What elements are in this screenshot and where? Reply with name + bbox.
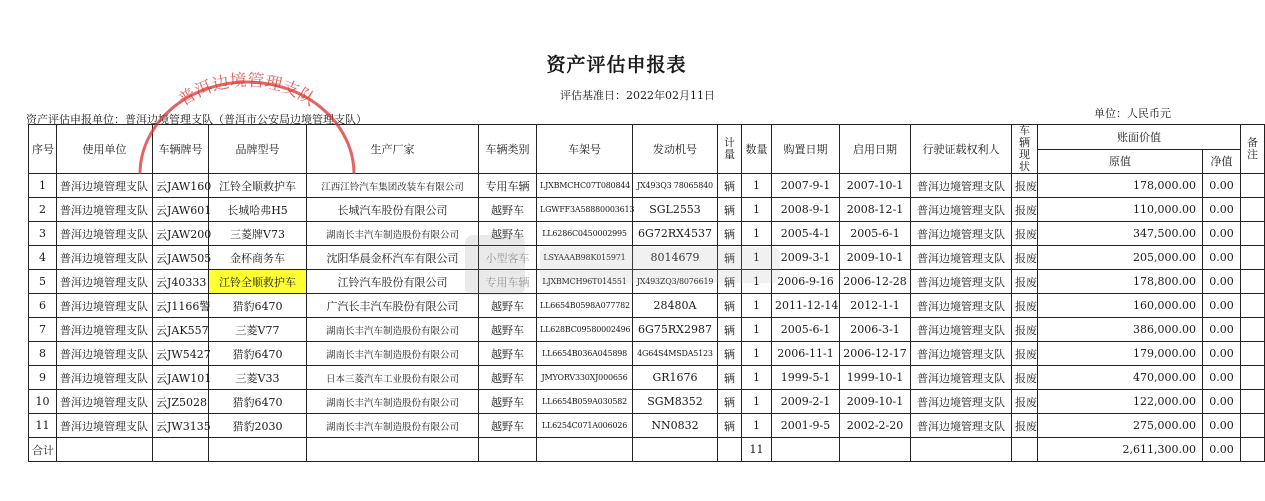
header-model: 品牌型号 bbox=[209, 125, 307, 174]
row-seq: 1 bbox=[29, 174, 57, 198]
row-user: 普洱边境管理支队 bbox=[57, 366, 153, 390]
row-original: 386,000.00 bbox=[1038, 318, 1203, 342]
row-model: 江铃全顺救护车 bbox=[209, 174, 307, 198]
row-owner: 普洱边境管理支队 bbox=[911, 246, 1012, 270]
svg-text:普洱边境管理支队: 普洱边境管理支队 bbox=[175, 70, 319, 111]
row-unit: 辆 bbox=[718, 318, 742, 342]
row-unit: 辆 bbox=[718, 366, 742, 390]
row-qty: 1 bbox=[742, 222, 772, 246]
row-buy-date: 2009-3-1 bbox=[772, 246, 840, 270]
row-original: 122,000.00 bbox=[1038, 390, 1203, 414]
table-row bbox=[29, 222, 1265, 246]
row-status: 报废 bbox=[1012, 198, 1038, 222]
row-status: 报废 bbox=[1012, 390, 1038, 414]
row-buy-date: 2007-9-1 bbox=[772, 174, 840, 198]
row-status: 报废 bbox=[1012, 342, 1038, 366]
reporting-org: 资产评估申报单位：普洱边境管理支队（普洱市公安局边境管理支队） bbox=[26, 113, 367, 126]
row-seq: 9 bbox=[29, 366, 57, 390]
row-user: 普洱边境管理支队 bbox=[57, 246, 153, 270]
row-buy-date: 2005-6-1 bbox=[772, 318, 840, 342]
row-net: 0.00 bbox=[1203, 270, 1241, 294]
row-note bbox=[1241, 342, 1265, 366]
row-type: 越野车 bbox=[479, 390, 537, 414]
row-net: 0.00 bbox=[1203, 246, 1241, 270]
header-seq: 序号 bbox=[29, 125, 57, 174]
row-net: 0.00 bbox=[1203, 294, 1241, 318]
row-engine: 8014679 bbox=[633, 246, 718, 270]
row-owner: 普洱边境管理支队 bbox=[911, 414, 1012, 438]
row-net: 0.00 bbox=[1203, 198, 1241, 222]
row-type: 越野车 bbox=[479, 414, 537, 438]
row-model: 三菱牌V73 bbox=[209, 222, 307, 246]
row-vin: LGWFF3A58880003613 bbox=[537, 198, 633, 222]
row-plate: 云JAW160 bbox=[153, 174, 209, 198]
base-date: 评估基准日：2022年02月11日 bbox=[560, 89, 715, 102]
row-seq: 11 bbox=[29, 414, 57, 438]
header-status: 车辆现状 bbox=[1012, 125, 1038, 174]
row-status: 报废 bbox=[1012, 294, 1038, 318]
row-engine: 4G64S4MSDA5123 bbox=[633, 342, 718, 366]
row-type: 越野车 bbox=[479, 222, 537, 246]
table-row bbox=[29, 414, 1265, 438]
row-start-date: 2005-6-1 bbox=[840, 222, 911, 246]
row-qty: 1 bbox=[742, 318, 772, 342]
row-model: 猎豹6470 bbox=[209, 294, 307, 318]
row-unit: 辆 bbox=[718, 342, 742, 366]
row-status: 报废 bbox=[1012, 318, 1038, 342]
row-plate: 云J1166警 bbox=[153, 294, 209, 318]
row-owner: 普洱边境管理支队 bbox=[911, 174, 1012, 198]
header-user: 使用单位 bbox=[57, 125, 153, 174]
total-original: 2,611,300.00 bbox=[1038, 438, 1203, 462]
table-row bbox=[29, 366, 1265, 390]
row-seq: 10 bbox=[29, 390, 57, 414]
row-qty: 1 bbox=[742, 366, 772, 390]
row-owner: 普洱边境管理支队 bbox=[911, 270, 1012, 294]
row-seq: 8 bbox=[29, 342, 57, 366]
row-original: 178,800.00 bbox=[1038, 270, 1203, 294]
row-engine: JX493ZQ3/8076619 bbox=[633, 270, 718, 294]
total-qty: 11 bbox=[742, 438, 772, 462]
row-buy-date: 2011-12-14 bbox=[772, 294, 840, 318]
row-model: 江铃全顺救护车 bbox=[209, 270, 307, 294]
row-vin: LJXBMCH96T014551 bbox=[537, 270, 633, 294]
row-vin: LL6654B036A045898 bbox=[537, 342, 633, 366]
row-seq: 6 bbox=[29, 294, 57, 318]
row-owner: 普洱边境管理支队 bbox=[911, 366, 1012, 390]
header-net: 净值 bbox=[1203, 149, 1241, 174]
row-user: 普洱边境管理支队 bbox=[57, 222, 153, 246]
row-original: 110,000.00 bbox=[1038, 198, 1203, 222]
row-model: 三菱V33 bbox=[209, 366, 307, 390]
row-qty: 1 bbox=[742, 342, 772, 366]
row-owner: 普洱边境管理支队 bbox=[911, 390, 1012, 414]
row-engine: 6G75RX2987 bbox=[633, 318, 718, 342]
row-net: 0.00 bbox=[1203, 366, 1241, 390]
row-note bbox=[1241, 198, 1265, 222]
row-user: 普洱边境管理支队 bbox=[57, 342, 153, 366]
row-net: 0.00 bbox=[1203, 318, 1241, 342]
row-status: 报废 bbox=[1012, 366, 1038, 390]
row-engine: 28480A bbox=[633, 294, 718, 318]
header-original: 原值 bbox=[1038, 149, 1203, 174]
row-start-date: 1999-10-1 bbox=[840, 366, 911, 390]
row-unit: 辆 bbox=[718, 294, 742, 318]
row-note bbox=[1241, 318, 1265, 342]
row-seq: 2 bbox=[29, 198, 57, 222]
row-seq: 3 bbox=[29, 222, 57, 246]
table-row bbox=[29, 174, 1265, 198]
row-note bbox=[1241, 174, 1265, 198]
row-unit: 辆 bbox=[718, 198, 742, 222]
row-plate: 云JAW601 bbox=[153, 198, 209, 222]
row-maker: 江西江铃汽车集团改装车有限公司 bbox=[307, 174, 479, 198]
row-unit: 辆 bbox=[718, 270, 742, 294]
row-original: 470,000.00 bbox=[1038, 366, 1203, 390]
row-owner: 普洱边境管理支队 bbox=[911, 198, 1012, 222]
row-plate: 云JAW200 bbox=[153, 222, 209, 246]
row-plate: 云JW5427 bbox=[153, 342, 209, 366]
row-net: 0.00 bbox=[1203, 390, 1241, 414]
header-unit: 计量 bbox=[718, 125, 742, 174]
header-owner: 行驶证载权利人 bbox=[911, 125, 1012, 174]
row-plate: 云JAW101 bbox=[153, 366, 209, 390]
row-net: 0.00 bbox=[1203, 174, 1241, 198]
row-start-date: 2009-10-1 bbox=[840, 390, 911, 414]
page-title: 资产评估申报表 bbox=[546, 54, 687, 76]
asset-table bbox=[28, 124, 1265, 462]
row-model: 猎豹6470 bbox=[209, 342, 307, 366]
row-vin: LSYAAAB98K015971 bbox=[537, 246, 633, 270]
table-row bbox=[29, 198, 1265, 222]
table-row bbox=[29, 294, 1265, 318]
row-maker: 湖南长丰汽车制造股份有限公司 bbox=[307, 390, 479, 414]
table-row bbox=[29, 318, 1265, 342]
row-buy-date: 1999-5-1 bbox=[772, 366, 840, 390]
header-qty: 数量 bbox=[742, 125, 772, 174]
row-plate: 云J40333 bbox=[153, 270, 209, 294]
row-vin: JMYORV330XJ000656 bbox=[537, 366, 633, 390]
row-status: 报废 bbox=[1012, 246, 1038, 270]
row-maker: 长城汽车股份有限公司 bbox=[307, 198, 479, 222]
row-plate: 云JZ5028 bbox=[153, 390, 209, 414]
row-plate: 云JAK557 bbox=[153, 318, 209, 342]
row-qty: 1 bbox=[742, 414, 772, 438]
header-buy-date: 购置日期 bbox=[772, 125, 840, 174]
row-user: 普洱边境管理支队 bbox=[57, 414, 153, 438]
row-status: 报废 bbox=[1012, 222, 1038, 246]
row-seq: 4 bbox=[29, 246, 57, 270]
row-original: 347,500.00 bbox=[1038, 222, 1203, 246]
row-start-date: 2006-12-17 bbox=[840, 342, 911, 366]
header-maker: 生产厂家 bbox=[307, 125, 479, 174]
row-maker: 湖南长丰汽车制造股份有限公司 bbox=[307, 414, 479, 438]
header-note: 备注 bbox=[1241, 125, 1265, 174]
row-seq: 5 bbox=[29, 270, 57, 294]
row-qty: 1 bbox=[742, 294, 772, 318]
row-start-date: 2009-10-1 bbox=[840, 246, 911, 270]
total-row bbox=[29, 438, 1265, 462]
row-note bbox=[1241, 222, 1265, 246]
row-original: 205,000.00 bbox=[1038, 246, 1203, 270]
row-engine: JX493Q3 78065840 bbox=[633, 174, 718, 198]
row-start-date: 2012-1-1 bbox=[840, 294, 911, 318]
row-type: 越野车 bbox=[479, 198, 537, 222]
row-type: 越野车 bbox=[479, 366, 537, 390]
row-buy-date: 2006-11-1 bbox=[772, 342, 840, 366]
total-net: 0.00 bbox=[1203, 438, 1241, 462]
row-seq: 7 bbox=[29, 318, 57, 342]
row-unit: 辆 bbox=[718, 222, 742, 246]
row-qty: 1 bbox=[742, 270, 772, 294]
row-user: 普洱边境管理支队 bbox=[57, 294, 153, 318]
row-owner: 普洱边境管理支队 bbox=[911, 222, 1012, 246]
row-type: 专用车辆 bbox=[479, 174, 537, 198]
row-vin: LL6654B0598A077782 bbox=[537, 294, 633, 318]
row-type: 越野车 bbox=[479, 318, 537, 342]
row-net: 0.00 bbox=[1203, 222, 1241, 246]
row-status: 报废 bbox=[1012, 174, 1038, 198]
row-start-date: 2008-12-1 bbox=[840, 198, 911, 222]
row-start-date: 2006-12-28 bbox=[840, 270, 911, 294]
row-type: 越野车 bbox=[479, 294, 537, 318]
row-vin: LJXBMCHC07T080844 bbox=[537, 174, 633, 198]
row-buy-date: 2009-2-1 bbox=[772, 390, 840, 414]
row-model: 猎豹6470 bbox=[209, 390, 307, 414]
row-vin: LL6254C071A006026 bbox=[537, 414, 633, 438]
row-engine: NN0832 bbox=[633, 414, 718, 438]
row-model: 金杯商务车 bbox=[209, 246, 307, 270]
header-plate: 车辆牌号 bbox=[153, 125, 209, 174]
row-engine: SGL2553 bbox=[633, 198, 718, 222]
row-user: 普洱边境管理支队 bbox=[57, 390, 153, 414]
row-type: 越野车 bbox=[479, 342, 537, 366]
header-vin: 车架号 bbox=[537, 125, 633, 174]
row-maker: 湖南长丰汽车制造股份有限公司 bbox=[307, 318, 479, 342]
row-engine: 6G72RX4537 bbox=[633, 222, 718, 246]
row-unit: 辆 bbox=[718, 390, 742, 414]
row-owner: 普洱边境管理支队 bbox=[911, 318, 1012, 342]
row-type: 专用车辆 bbox=[479, 270, 537, 294]
row-maker: 江铃汽车股份有限公司 bbox=[307, 270, 479, 294]
row-type: 小型客车 bbox=[479, 246, 537, 270]
row-net: 0.00 bbox=[1203, 414, 1241, 438]
row-net: 0.00 bbox=[1203, 342, 1241, 366]
header-book-value: 账面价值 bbox=[1038, 125, 1241, 150]
row-note bbox=[1241, 390, 1265, 414]
row-original: 178,000.00 bbox=[1038, 174, 1203, 198]
row-engine: GR1676 bbox=[633, 366, 718, 390]
row-note bbox=[1241, 366, 1265, 390]
row-note bbox=[1241, 294, 1265, 318]
row-note bbox=[1241, 414, 1265, 438]
header-engine: 发动机号 bbox=[633, 125, 718, 174]
row-note bbox=[1241, 270, 1265, 294]
header-start-date: 启用日期 bbox=[840, 125, 911, 174]
row-status: 报废 bbox=[1012, 270, 1038, 294]
row-maker: 湖南长丰汽车制造股份有限公司 bbox=[307, 222, 479, 246]
row-original: 275,000.00 bbox=[1038, 414, 1203, 438]
row-owner: 普洱边境管理支队 bbox=[911, 294, 1012, 318]
row-model: 猎豹2030 bbox=[209, 414, 307, 438]
row-original: 160,000.00 bbox=[1038, 294, 1203, 318]
currency-unit: 单位：人民币元 bbox=[1094, 107, 1171, 120]
row-note bbox=[1241, 246, 1265, 270]
row-unit: 辆 bbox=[718, 414, 742, 438]
table-row bbox=[29, 246, 1265, 270]
row-qty: 1 bbox=[742, 390, 772, 414]
row-buy-date: 2006-9-16 bbox=[772, 270, 840, 294]
row-qty: 1 bbox=[742, 198, 772, 222]
row-status: 报废 bbox=[1012, 414, 1038, 438]
table-row bbox=[29, 390, 1265, 414]
row-buy-date: 2001-9-5 bbox=[772, 414, 840, 438]
row-maker: 日本三菱汽车工业股份有限公司 bbox=[307, 366, 479, 390]
row-buy-date: 2008-9-1 bbox=[772, 198, 840, 222]
row-vin: LL6654B059A030582 bbox=[537, 390, 633, 414]
row-unit: 辆 bbox=[718, 174, 742, 198]
row-start-date: 2002-2-20 bbox=[840, 414, 911, 438]
row-plate: 云JAW505 bbox=[153, 246, 209, 270]
row-start-date: 2006-3-1 bbox=[840, 318, 911, 342]
row-vin: LL628BC09580002496 bbox=[537, 318, 633, 342]
row-owner: 普洱边境管理支队 bbox=[911, 342, 1012, 366]
table-row bbox=[29, 270, 1265, 294]
row-maker: 广汽长丰汽车股份有限公司 bbox=[307, 294, 479, 318]
row-maker: 湖南长丰汽车制造股份有限公司 bbox=[307, 342, 479, 366]
row-maker: 沈阳华晨金杯汽车有限公司 bbox=[307, 246, 479, 270]
row-user: 普洱边境管理支队 bbox=[57, 198, 153, 222]
row-model: 长城哈弗H5 bbox=[209, 198, 307, 222]
row-plate: 云JW3135 bbox=[153, 414, 209, 438]
row-buy-date: 2005-4-1 bbox=[772, 222, 840, 246]
row-original: 179,000.00 bbox=[1038, 342, 1203, 366]
row-user: 普洱边境管理支队 bbox=[57, 318, 153, 342]
row-qty: 1 bbox=[742, 174, 772, 198]
row-start-date: 2007-10-1 bbox=[840, 174, 911, 198]
row-qty: 1 bbox=[742, 246, 772, 270]
row-unit: 辆 bbox=[718, 246, 742, 270]
row-user: 普洱边境管理支队 bbox=[57, 270, 153, 294]
table-row bbox=[29, 342, 1265, 366]
total-label: 合计 bbox=[29, 438, 57, 462]
header-type: 车辆类别 bbox=[479, 125, 537, 174]
row-engine: SGM8352 bbox=[633, 390, 718, 414]
row-model: 三菱V77 bbox=[209, 318, 307, 342]
row-user: 普洱边境管理支队 bbox=[57, 174, 153, 198]
row-vin: LL6286C0450002995 bbox=[537, 222, 633, 246]
